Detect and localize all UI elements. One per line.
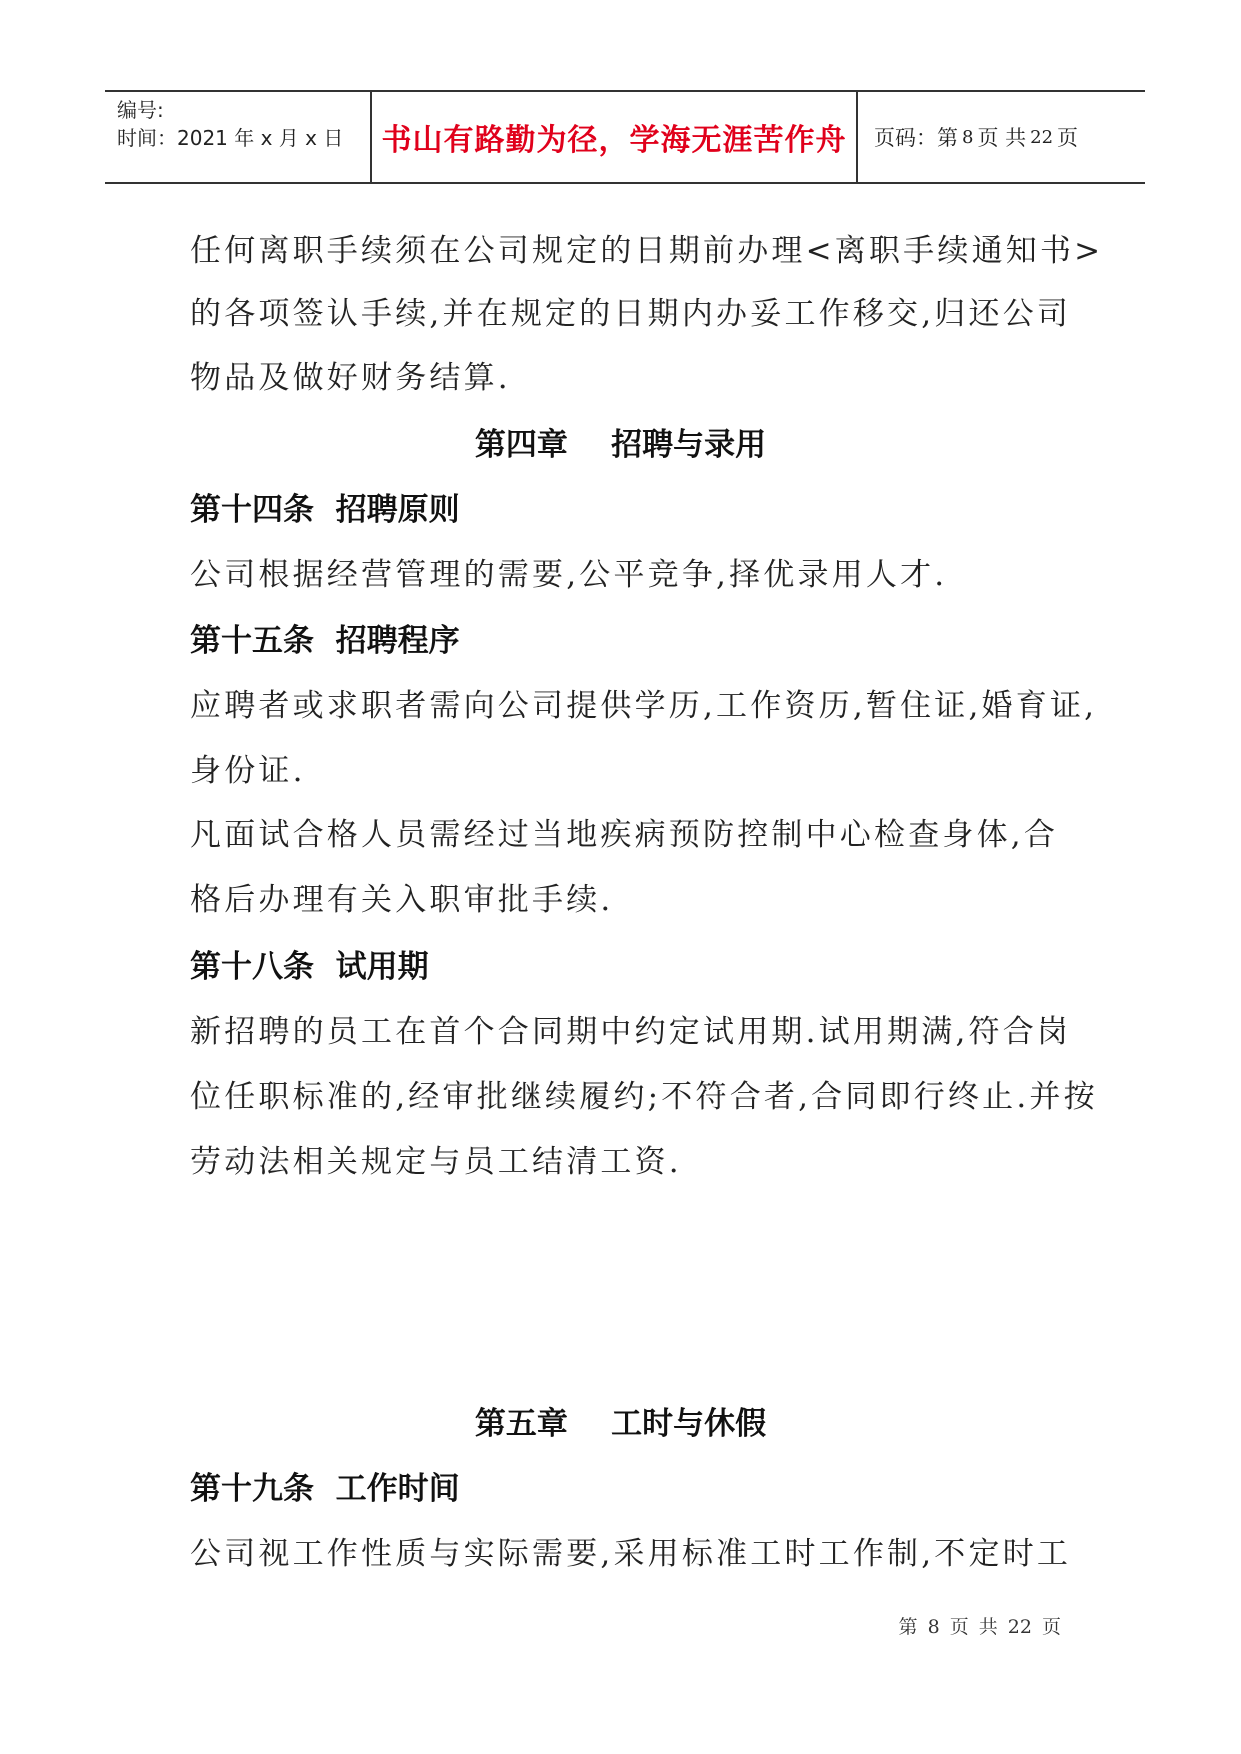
chapter-heading: 第五章 工时与休假 xyxy=(474,1406,767,1442)
paragraph-line: 身份证. xyxy=(190,753,306,789)
header-page-info xyxy=(858,92,1145,182)
article-heading: 第十八条 试用期 xyxy=(190,949,429,985)
article-heading: 第十五条 招聘程序 xyxy=(190,623,460,659)
paragraph-line: 公司视工作性质与实际需要,采用标准工时工作制,不定时工 xyxy=(190,1536,1072,1572)
paragraph-line: 的各项签认手续,并在规定的日期内办妥工作移交,归还公司 xyxy=(190,296,1072,332)
page-current: 8 xyxy=(962,126,974,148)
paragraph-line: 新招聘的员工在首个合同期中约定试用期.试用期满,符合岗 xyxy=(190,1014,1072,1050)
article-heading: 第十四条 招聘原则 xyxy=(190,492,460,528)
paragraph-line: 任何离职手续须在公司规定的日期前办理<离职手续通知书> xyxy=(190,233,1104,269)
paragraph-line: 物品及做好财务结算. xyxy=(190,360,511,396)
paragraph-line: 公司根据经营管理的需要,公平竞争,择优录用人才. xyxy=(190,557,948,593)
page-header xyxy=(105,90,1145,184)
paragraph-line: 格后办理有关入职审批手续. xyxy=(190,882,614,918)
page-footer: 第 8 页 共 22 页 xyxy=(898,1616,1061,1638)
page-mid: 页 共 xyxy=(977,126,1027,150)
page-label: 页码：第 xyxy=(874,126,958,150)
paragraph-line: 位任职标准的,经审批继续履约;不符合者,合同即行终止.并按 xyxy=(190,1079,1098,1115)
header-motto: 书山有路勤为径，学海无涯苦作舟 xyxy=(370,92,858,182)
document-time-label: 时间：2021 年 x 月 x 日 xyxy=(117,126,344,150)
article-heading: 第十九条 工作时间 xyxy=(190,1471,460,1507)
page-suffix: 页 xyxy=(1057,126,1079,150)
paragraph-line: 劳动法相关规定与员工结清工资. xyxy=(190,1144,682,1180)
paragraph-line: 凡面试合格人员需经过当地疾病预防控制中心检查身体,合 xyxy=(190,817,1059,853)
chapter-heading: 第四章 招聘与录用 xyxy=(474,427,767,463)
page-total: 22 xyxy=(1030,126,1054,148)
paragraph-line: 应聘者或求职者需向公司提供学历,工作资历,暂住证,婚育证, xyxy=(190,688,1098,724)
header-meta xyxy=(105,92,370,182)
document-number-label: 编号: xyxy=(117,98,164,122)
